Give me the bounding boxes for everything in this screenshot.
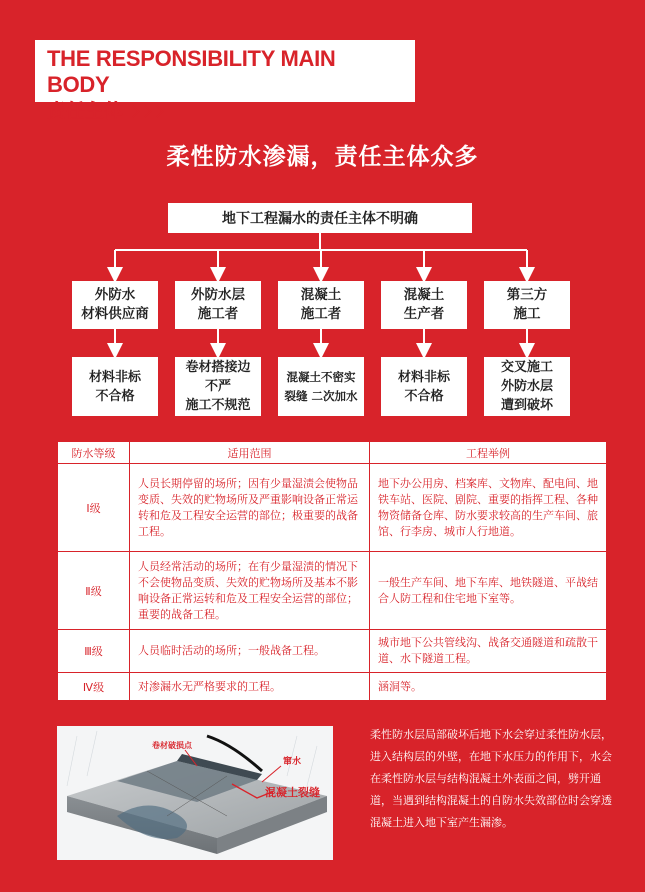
tree-node-third-party: 第三方 施工 [484, 281, 570, 329]
row-scope: 人员临时活动的场所；一般战备工程。 [130, 630, 370, 673]
row-level: Ⅰ级 [58, 464, 130, 552]
concrete-slab-diagram [57, 726, 333, 860]
row-example: 涵洞等。 [370, 673, 607, 701]
label-membrane-damage: 卷材破损点 [152, 741, 192, 750]
table-row [58, 464, 607, 552]
header-level: 防水等级 [58, 442, 130, 464]
label-water-channeling: 窜水 [283, 757, 302, 767]
tree-node-material-supplier: 外防水 材料供应商 [72, 281, 158, 329]
waterproof-grade-table [57, 441, 607, 701]
row-example: 地下办公用房、档案库、文物库、配电间、地铁车站、医院、剧院、重要的指挥工程、各种物资储备仓库、防水要求较高的生产车间、旅馆、行李房、城市人行地道。 [370, 464, 607, 552]
tree-result-concrete-builder: 混凝土不密实 裂缝 二次加水 [278, 357, 364, 416]
tree-result-third-party: 交叉施工 外防水层 遭到破坏 [484, 357, 570, 416]
label-concrete-crack: 混凝土裂缝 [265, 786, 320, 799]
header-example: 工程举例 [370, 442, 607, 464]
tree-result-material-supplier: 材料非标 不合格 [72, 357, 158, 416]
tree-root-node: 地下工程漏水的责任主体不明确 [168, 203, 472, 233]
header-cn-title: 责任主体 [47, 100, 124, 122]
table-header-row [58, 442, 607, 464]
row-example: 城市地下公共管线沟、战备交通隧道和疏散干道、水下隧道工程。 [370, 630, 607, 673]
page-title: 柔性防水渗漏，责任主体众多 [166, 144, 479, 170]
table-row [58, 673, 607, 701]
leak-illustration [57, 726, 333, 860]
row-scope: 人员经常活动的场所；在有少量湿渍的情况下不会使物品变质、失效的贮物场所及基本不影响设备正常运转和危及工程安全运营的部位；重要的战备工程。 [130, 552, 370, 630]
tree-node-concrete-producer: 混凝土 生产者 [381, 281, 467, 329]
tree-result-membrane-installer: 卷材搭接边 不严 施工不规范 [175, 357, 261, 416]
row-example: 一般生产车间、地下车库、地铁隧道、平战结合人防工程和住宅地下室等。 [370, 552, 607, 630]
row-scope: 对渗漏水无严格要求的工程。 [130, 673, 370, 701]
table-row [58, 630, 607, 673]
tree-node-concrete-builder: 混凝土 施工者 [278, 281, 364, 329]
row-scope: 人员长期停留的场所；因有少量湿渍会使物品变质、失效的贮物场所及严重影响设备正常运转和危及工程安全运营的部位；极重要的战备工程。 [130, 464, 370, 552]
tree-result-concrete-producer: 材料非标 不合格 [381, 357, 467, 416]
table-row [58, 552, 607, 630]
row-level: Ⅲ级 [58, 630, 130, 673]
header-en-title: THE RESPONSIBILITY MAIN BODY [47, 46, 336, 97]
row-level: Ⅱ级 [58, 552, 130, 630]
row-level: Ⅳ级 [58, 673, 130, 701]
header-scope: 适用范围 [130, 442, 370, 464]
tree-node-membrane-installer: 外防水层 施工者 [175, 281, 261, 329]
leak-description: 柔性防水层局部破坏后地下水会穿过柔性防水层，进入结构层的外壁，在地下水压力的作用下，水会在柔性防水层与结构混凝土外表面之间，劈开通道，当遇到结构混凝土的自防水失效部位时会穿透混凝土进入地下室产生漏渗。 [370, 728, 612, 829]
